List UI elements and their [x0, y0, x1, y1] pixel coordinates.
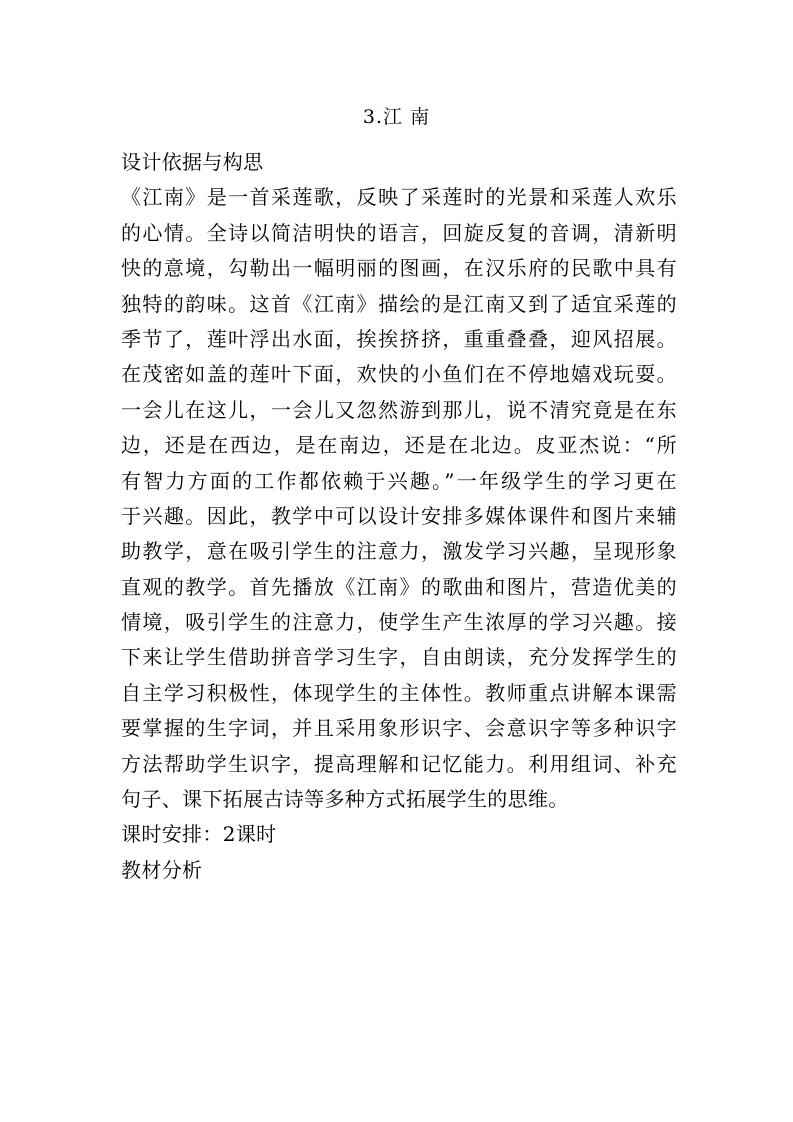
paragraph-line: 助教学，意在吸引学生的注意力，激发学习兴趣，呈现形象 — [121, 539, 677, 564]
paragraph-line: 下来让学生借助拼音学习生字，自由朗读，充分发挥学生的 — [121, 645, 677, 670]
paragraph-line: 的心情。全诗以简洁明快的语言，回旋反复的音调，清新明 — [121, 220, 677, 245]
paragraph-line: 季节了，莲叶浮出水面，挨挨挤挤，重重叠叠，迎风招展。 — [121, 326, 677, 351]
paragraph-design-rationale — [121, 180, 677, 817]
paragraph-line: 要掌握的生字词，并且采用象形识字、会意识字等多种识字 — [121, 716, 677, 741]
paragraph-line: 独特的韵味。这首《江南》描绘的是江南又到了适宜采莲的 — [121, 291, 677, 316]
paragraph-line-last: 句子、课下拓展古诗等多种方式拓展学生的思维。 — [121, 787, 569, 812]
paragraph-line: 快的意境，勾勒出一幅明丽的图画，在汉乐府的民歌中具有 — [121, 256, 677, 281]
document-title: 3.江 南 — [362, 106, 431, 128]
paragraph-line: 于兴趣。因此，教学中可以设计安排多媒体课件和图片来辅 — [121, 503, 677, 528]
section-heading: 设计依据与构思 — [121, 150, 264, 174]
next-section-heading: 教材分析 — [121, 857, 203, 882]
paragraph-line: 直观的教学。首先播放《江南》的歌曲和图片，营造优美的 — [121, 574, 677, 599]
paragraph-line: 自主学习积极性，体现学生的主体性。教师重点讲解本课需 — [121, 680, 677, 705]
class-schedule: 课时安排：2课时 — [121, 822, 277, 847]
paragraph-line: 方法帮助学生识字，提高理解和记忆能力。利用组词、补充 — [121, 751, 677, 776]
paragraph-line: 一会儿在这儿，一会儿又忽然游到那儿，说不清究竟是在东 — [121, 397, 677, 422]
paragraph-line: 在茂密如盖的莲叶下面，欢快的小鱼们在不停地嬉戏玩耍。 — [121, 362, 677, 387]
paragraph-line: 边，还是在西边，是在南边，还是在北边。皮亚杰说：“所 — [121, 433, 677, 458]
paragraph-line: 《江南》是一首采莲歌，反映了采莲时的光景和采莲人欢乐 — [121, 185, 677, 210]
paragraph-line: 情境，吸引学生的注意力，使学生产生浓厚的学习兴趣。接 — [121, 610, 677, 635]
paragraph-line: 有智力方面的工作都依赖于兴趣。”一年级学生的学习更在 — [121, 468, 677, 493]
document-body — [121, 145, 677, 888]
